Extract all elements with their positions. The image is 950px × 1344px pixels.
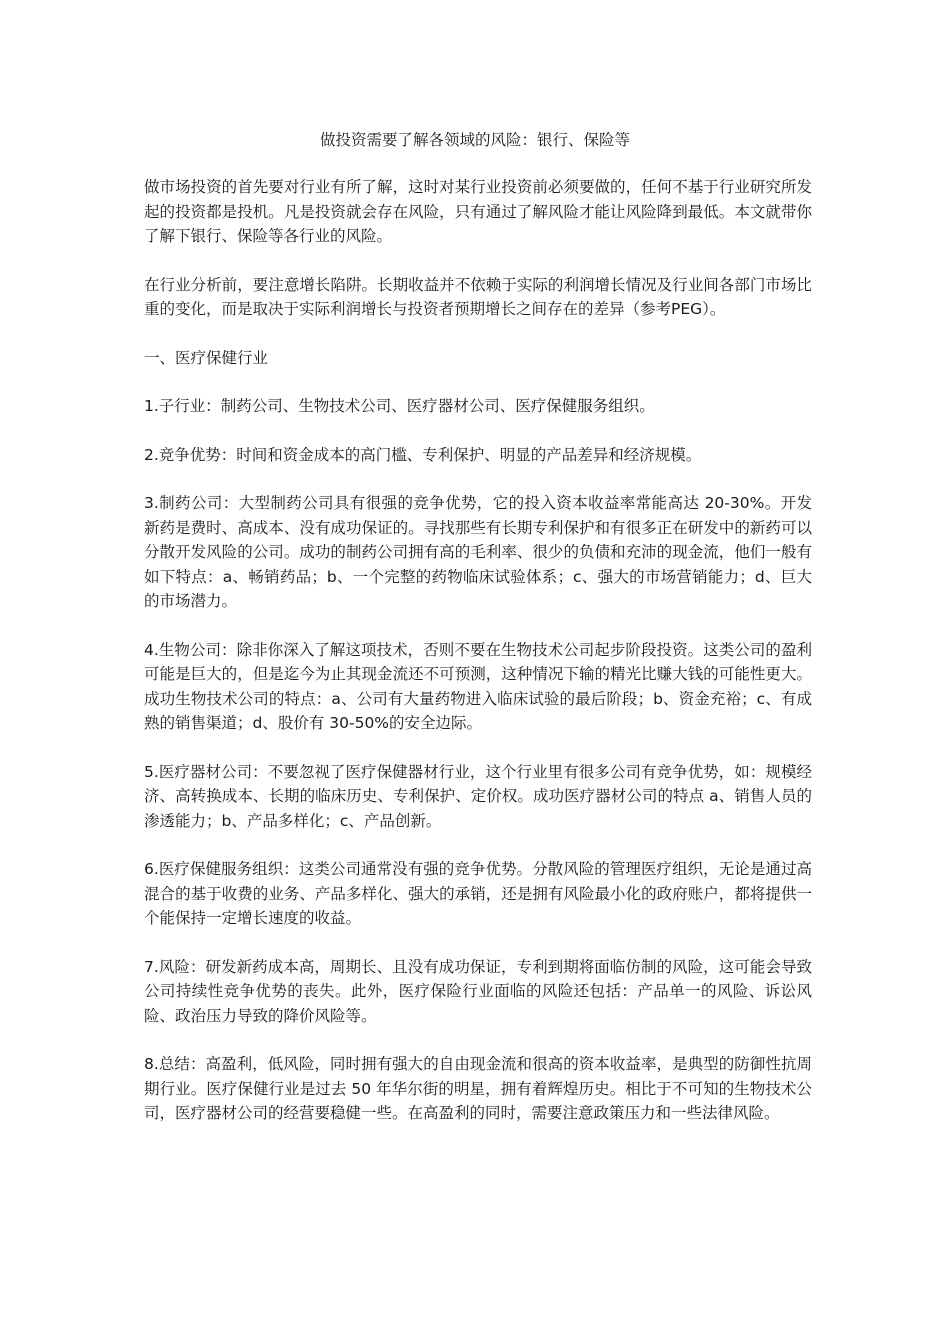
healthcare-services-paragraph: 6.医疗保健服务组织：这类公司通常没有强的竞争优势。分散风险的管理医疗组织，无论是通过高混合的基于收费的业务、产品多样化、强大的承销，还是拥有风险最小化的政府账户，都将提供一个能保持一定增长速度的收益。 [144, 860, 812, 927]
summary-paragraph: 8.总结：高盈利，低风险，同时拥有强大的自由现金流和很高的资本收益率，是典型的防御性抗周期行业。医疗保健行业是过去 50 年华尔街的明星，拥有着辉煌历史。相比于不可知的生物技术公司，医疗器材公司的经营要稳健一些。在高盈利的同时，需要注意政策压力和一些法律风险。 [144, 1055, 812, 1122]
growth-trap-paragraph: 在行业分析前，要注意增长陷阱。长期收益并不依赖于实际的利润增长情况及行业间各部门市场比重的变化，而是取决于实际利润增长与投资者预期增长之间存在的差异（参考PEG）。 [144, 275, 812, 318]
competitive-advantage-paragraph: 2.竞争优势：时间和资金成本的高门槛、专利保护、明显的产品差异和经济规模。 [144, 445, 702, 464]
section-heading-healthcare: 一、医疗保健行业 [144, 348, 269, 367]
intro-paragraph: 做市场投资的首先要对行业有所了解，这时对某行业投资前必须要做的，任何不基于行业研究所发起的投资都是投机。凡是投资就会存在风险，只有通过了解风险才能让风险降到最低。本文就带你了解下银行、保险等各行业的风险。 [144, 178, 812, 245]
sub-industries-paragraph: 1.子行业：制药公司、生物技术公司、医疗器材公司、医疗保健服务组织。 [144, 397, 655, 415]
biotech-paragraph: 4.生物公司：除非你深入了解这项技术，否则不要在生物技术公司起步阶段投资。这类公司的盈利可能是巨大的，但是迄今为止其现金流还不可预测，这种情况下输的精光比赚大钱的可能性更大。成功生物技术公司的特点：a、公司有大量药物进入临床试验的最后阶段；b、资金充裕；c、有成熟的销售渠道；d、股价有 30-50%的安全边际。 [144, 640, 812, 732]
document-body [144, 175, 812, 1150]
medical-device-paragraph: 5.医疗器材公司：不要忽视了医疗保健器材行业，这个行业里有很多公司有竞争优势，如：规模经济、高转换成本、长期的临床历史、专利保护、定价权。成功医疗器材公司的特点 a、销售人员的渗透能力；b、产品多样化；c、产品创新。 [144, 762, 812, 830]
document-title: 做投资需要了解各领域的风险：银行、保险等 [319, 131, 630, 149]
risk-paragraph: 7.风险：研发新药成本高，周期长、且没有成功保证，专利到期将面临仿制的风险，这可能会导致公司持续性竞争优势的丧失。此外，医疗保险行业面临的风险还包括：产品单一的风险、诉讼风险、政治压力导致的降价风险等。 [144, 957, 812, 1025]
pharma-paragraph: 3.制药公司：大型制药公司具有很强的竞争优势，它的投入资本收益率常能高达 20-30%。开发新药是费时、高成本、没有成功保证的。寻找那些有长期专利保护和有很多正在研发中的新药可以分散开发风险的公司。成功的制药公司拥有高的毛利率、很少的负债和充沛的现金流，他们一般有如下特点：a、畅销药品；b、一个完整的药物临床试验体系；c、强大的市场营销能力；d、巨大的市场潜力。 [144, 494, 812, 610]
